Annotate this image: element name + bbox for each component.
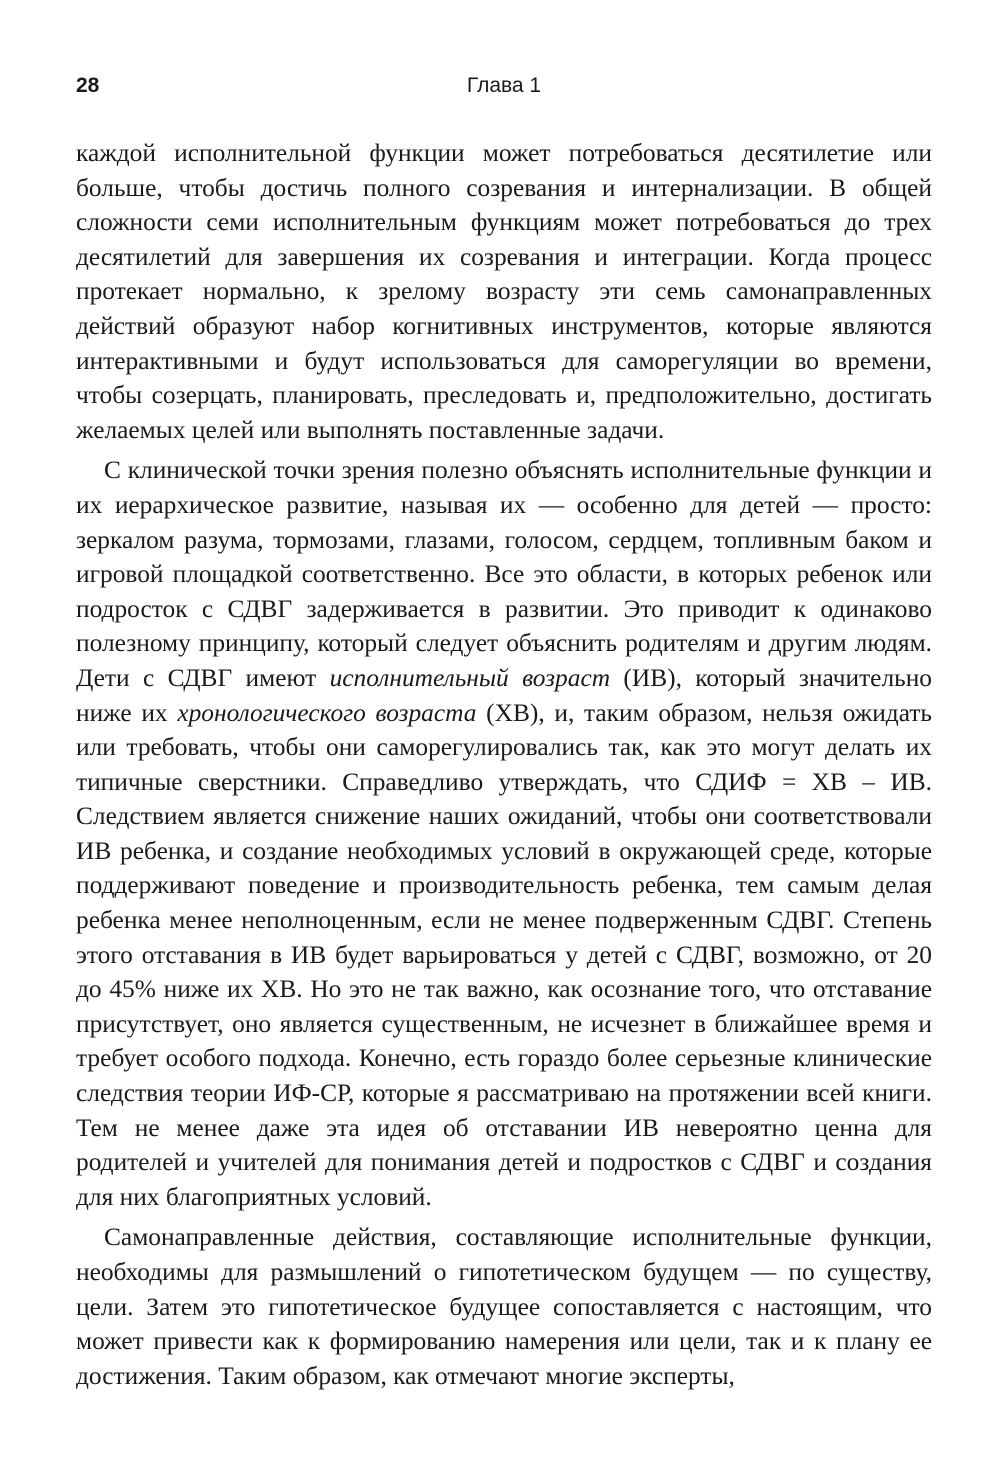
paragraph-1: каждой исполнительной функции может потребоваться десятилетие или больше, чтобы достичь полного созревания и интернализации. В общей сложности семи исполнительным функциям может потребоваться до трех десятилетий для завершения их созревания и интеграции. Когда процесс протекает нормально, к зрелому возрасту эти семь самонаправленных действий образуют набор когнитивных инструментов, которые являются интерактивными и будут использоваться для саморегуляции во времени, чтобы созерцать, планировать, преследовать и, предположительно, достигать желаемых целей или выполнять поставленные задачи.: [76, 139, 932, 444]
paragraph-3: Самонаправленные действия, составляющие исполнительные функции, необходимы для размышлений о гипотетическом будущем — по существу, цели. Затем это гипотетическое будущее сопоставляется с настоящим, что может привести как к формированию намерения или цели, так и к плану ее достижения. Таким образом, как отмечают многие эксперты,: [76, 1223, 932, 1390]
paragraph-2-text-3: (ХВ), и, таким образом, нельзя ожидать или требовать, чтобы они саморегулировались так, как это могут делать их типичные сверстники. Справедливо утверждать, что СДИФ = ХВ – ИВ. Следствием является снижение наших ожиданий, чтобы они соответствовали ИВ ребенка, и создание необходимых условий в окружающей среде, которые поддерживают поведение и производительность ребенка, тем самым делая ребенка менее неполноценным, если не менее подверженным СДВГ. Степень этого отставания в ИВ будет варьироваться у детей с СДВГ, возможно, от 20 до 45% ниже их ХВ. Но это не так важно, как осознание того, что отставание присутствует, оно является существенным, не исчезнет в ближайшее время и требует особого подхода. Конечно, есть гораздо более серьезные клинические следствия теории ИФ-СР, которые я рассматриваю на протяжении всей книги. Тем не менее даже эта идея об отставании ИВ невероятно ценна для родителей и учителей для понимания детей и подростков с СДВГ и создания для них благоприятных условий.: [76, 698, 932, 1211]
paragraph-2: [76, 453, 932, 1214]
chapter-title: Глава 1: [466, 74, 542, 97]
running-head: [76, 70, 932, 102]
body-text: [76, 136, 932, 1399]
page-number: 28: [76, 74, 100, 97]
paragraph-2-italic-2: хронологического возраста: [177, 698, 477, 727]
paragraph-2-text-1: С клинической точки зрения полезно объяснять исполнительные функции и их иерархическое развитие, называя их — особенно для детей — просто: зеркалом разума, тормозами, глазами, голосом, сердцем, топливным баком и игровой площадкой соответственно. Все это области, в которых ребенок или подросток с СДВГ задерживается в развитии. Это приводит к одинаково полезному принципу, который следует объяснить родителям и другим людям. Дети с СДВГ имеют: [76, 456, 932, 692]
paragraph-2-text-2: (ИВ), который значительно ниже их: [76, 663, 932, 727]
paragraph-2-italic-1: исполнительный возраст: [329, 663, 611, 692]
